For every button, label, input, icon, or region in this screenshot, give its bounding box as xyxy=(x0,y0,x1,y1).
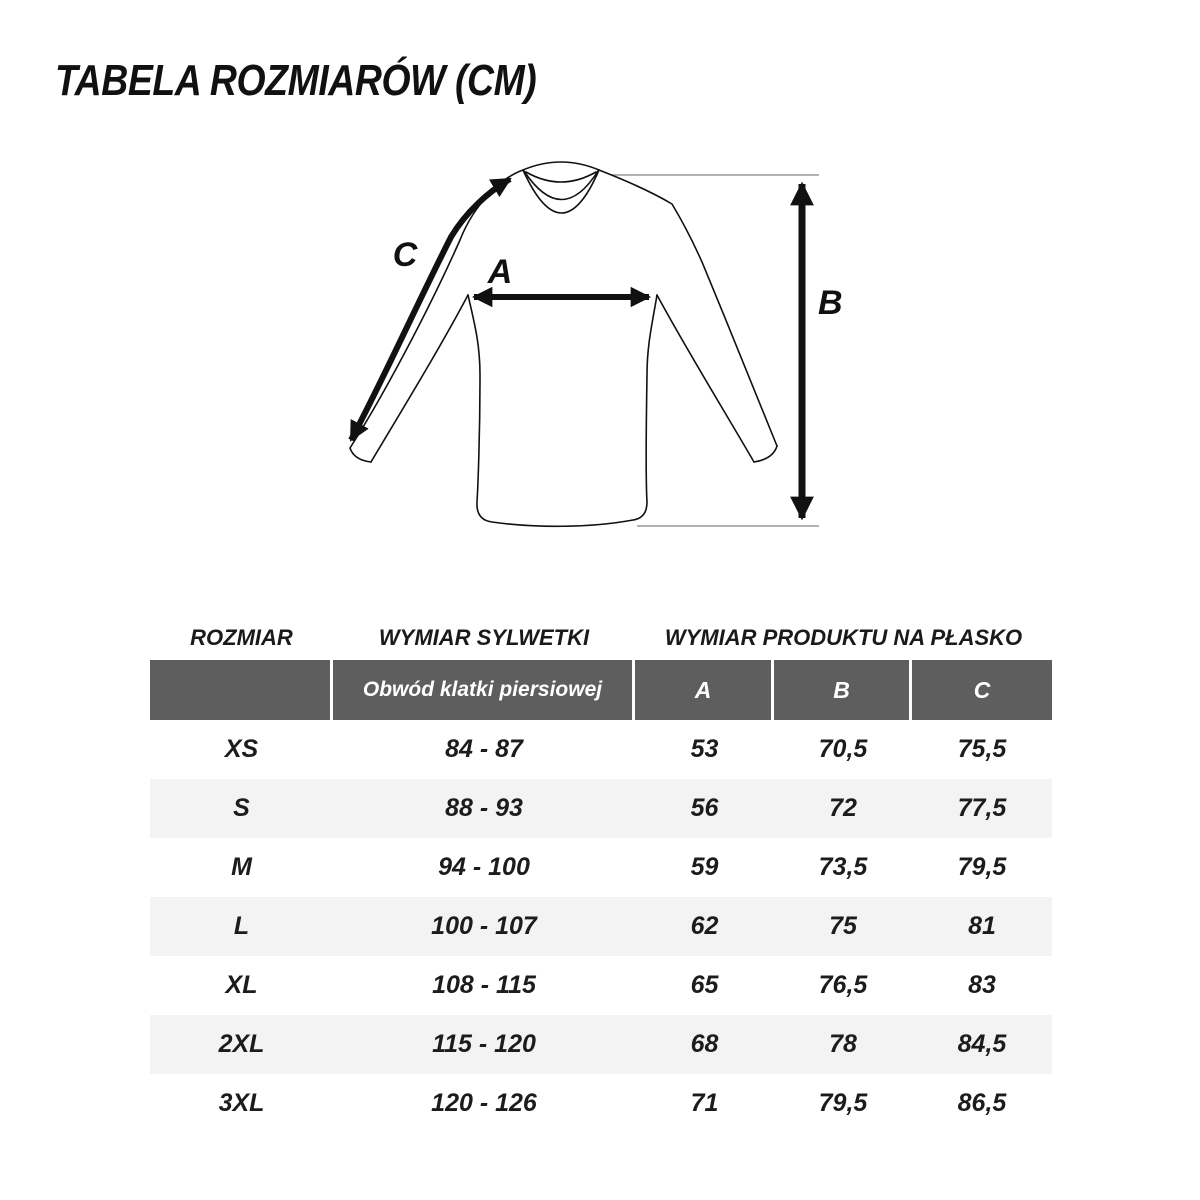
cell-size: XS xyxy=(224,735,259,763)
header-cell-chest: Obwód klatki piersiowej xyxy=(333,660,635,720)
cell-a: 53 xyxy=(690,735,719,763)
measure-label-c: C xyxy=(392,236,418,274)
right-sleeve-top xyxy=(599,170,777,446)
cell-c: 81 xyxy=(968,912,996,940)
cell-c: 79,5 xyxy=(957,853,1007,881)
cell-chest: 100 - 107 xyxy=(431,912,537,940)
size-table xyxy=(150,608,1052,1133)
collar-front-opening xyxy=(524,171,598,200)
group-header-rozmiar: ROZMIAR xyxy=(190,625,293,650)
group-header-wymiar-produktu: WYMIAR PRODUKTU NA PŁASKO xyxy=(664,625,1023,650)
cell-b: 79,5 xyxy=(818,1089,868,1117)
shirt-body xyxy=(468,295,657,526)
measure-label-a: A xyxy=(487,253,513,291)
cell-a: 65 xyxy=(690,971,719,999)
cell-c: 83 xyxy=(968,971,996,999)
cell-chest: 84 - 87 xyxy=(445,735,523,763)
cell-chest: 120 - 126 xyxy=(431,1089,537,1117)
cell-b: 78 xyxy=(829,1030,857,1058)
table-row-3xl xyxy=(150,1074,1052,1133)
cell-size: S xyxy=(233,794,250,822)
table-row-m xyxy=(150,838,1052,897)
header-cell-b: B xyxy=(774,660,912,720)
collar-top xyxy=(523,162,599,170)
cell-a: 59 xyxy=(690,853,719,881)
header-cell-a: A xyxy=(635,660,774,720)
cell-a: 56 xyxy=(690,794,719,822)
header-cell-c: C xyxy=(912,660,1052,720)
cell-size: XL xyxy=(225,971,258,999)
measure-label-b: B xyxy=(818,284,843,322)
cell-chest: 88 - 93 xyxy=(445,794,523,822)
cell-c: 77,5 xyxy=(957,794,1007,822)
cell-size: M xyxy=(231,853,252,881)
header-cell-size xyxy=(150,660,333,720)
size-diagram xyxy=(300,140,900,570)
cell-b: 75 xyxy=(829,912,857,940)
table-row-s xyxy=(150,779,1052,838)
table-header-row xyxy=(150,660,1052,720)
shirt-diagram xyxy=(300,140,900,570)
table-row-2xl xyxy=(150,1015,1052,1074)
cell-a: 68 xyxy=(690,1030,719,1058)
right-cuff xyxy=(754,446,777,462)
cell-chest: 94 - 100 xyxy=(438,853,530,881)
cell-size: 3XL xyxy=(218,1089,265,1117)
cell-b: 73,5 xyxy=(818,853,868,881)
cell-c: 84,5 xyxy=(957,1030,1007,1058)
cell-a: 71 xyxy=(690,1089,719,1117)
right-sleeve-underside xyxy=(657,295,754,462)
left-cuff xyxy=(350,448,371,462)
cell-b: 70,5 xyxy=(818,735,868,763)
sleeve-measure-arrow-c xyxy=(351,179,510,440)
table-row-xl xyxy=(150,956,1052,1015)
cell-b: 76,5 xyxy=(818,971,868,999)
table-row-xs xyxy=(150,720,1052,779)
table-row-l xyxy=(150,897,1052,956)
cell-size: L xyxy=(233,912,250,940)
collar-back-neck xyxy=(526,172,596,182)
cell-size: 2XL xyxy=(218,1030,265,1058)
shirt-outline xyxy=(350,162,777,526)
left-sleeve-top xyxy=(350,170,523,448)
cell-chest: 115 - 120 xyxy=(432,1030,536,1058)
cell-c: 86,5 xyxy=(957,1089,1007,1117)
page-title: TABELA ROZMIARÓW (CM) xyxy=(55,56,537,105)
table-group-headers xyxy=(150,608,1052,660)
table-body xyxy=(150,720,1052,1133)
cell-b: 72 xyxy=(829,794,857,822)
cell-a: 62 xyxy=(690,912,719,940)
group-header-wymiar-sylwetki: WYMIAR SYLWETKI xyxy=(378,625,590,650)
left-sleeve-underside xyxy=(371,295,468,462)
cell-chest: 108 - 115 xyxy=(432,971,536,999)
cell-c: 75,5 xyxy=(957,735,1007,763)
